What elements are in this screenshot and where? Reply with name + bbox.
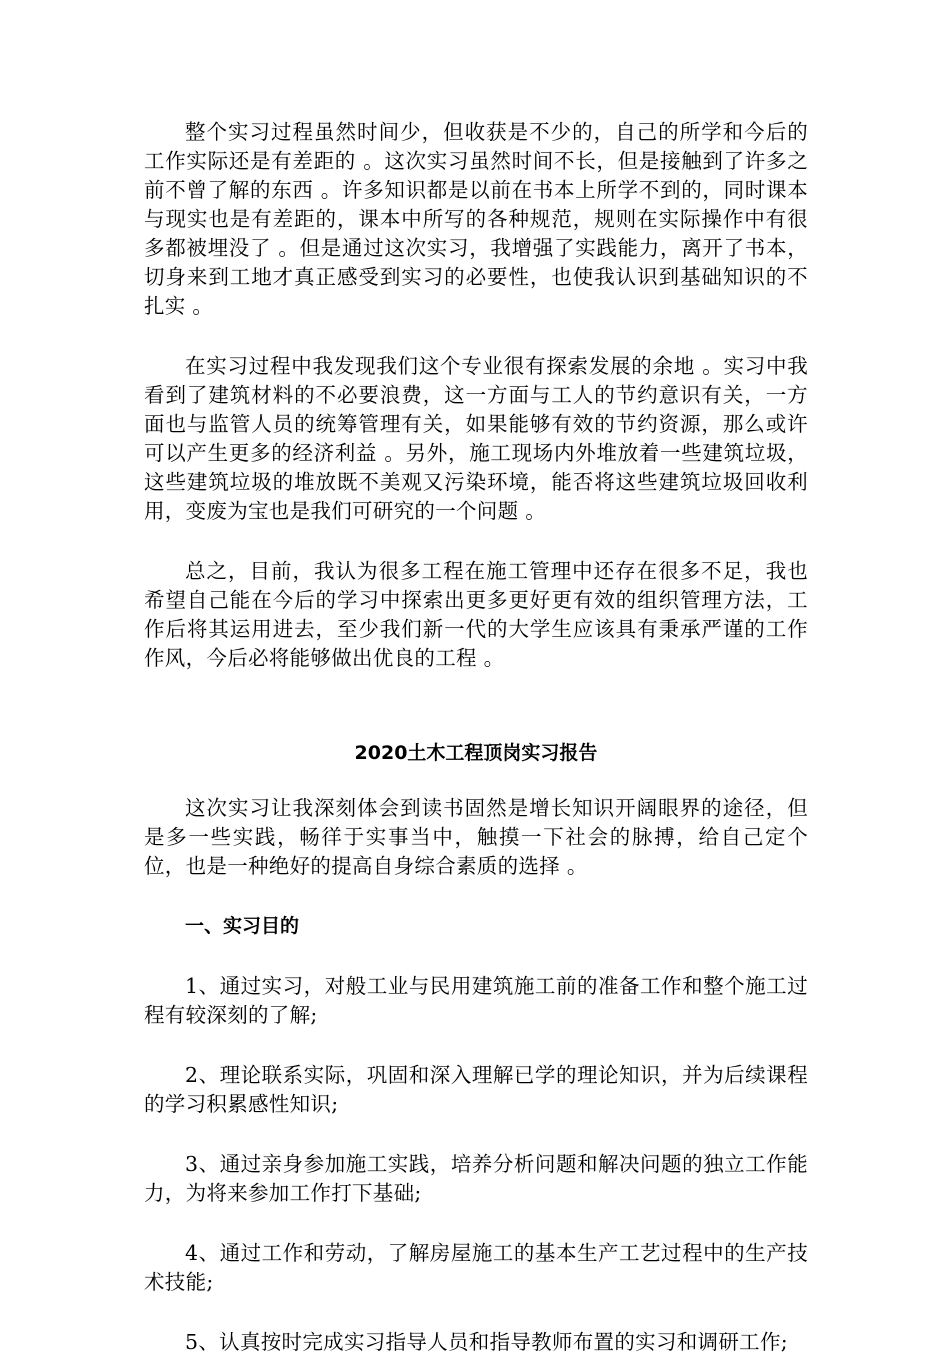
paragraph-conclusion: 总之，目前，我认为很多工程在施工管理中还存在很多不足，我也希望自己能在今后的学习中探索出更多更好更有效的组织管理方法，工作后将其运用进去，至少我们新一代的大学生应该具有秉承严谨的工作作风，今后必将能够做出优良的工程 。: [144, 559, 808, 670]
document-page: [144, 118, 808, 1357]
list-item: 4、通过工作和劳动，了解房屋施工的基本生产工艺过程中的生产技术技能;: [144, 1241, 808, 1294]
list-item: 3、通过亲身参加施工实践，培养分析问题和解决问题的独立工作能力，为将来参加工作打下基础;: [144, 1152, 808, 1205]
paragraph-observations: 在实习过程中我发现我们这个专业很有探索发展的余地 。实习中我看到了建筑材料的不必要浪费，这一方面与工人的节约意识有关，一方面也与监管人员的统筹管理有关，如果能够有效的节约资源，那么或许可以产生更多的经济利益 。另外，施工现场内外堆放着一些建筑垃圾，这些建筑垃圾的堆放既不美观又污染环境，能否将这些建筑垃圾回收利用，变废为宝也是我们可研究的一个问题 。: [144, 354, 808, 523]
paragraph-intro: 这次实习让我深刻体会到读书固然是增长知识开阔眼界的途径，但是多一些实践，畅徉于实事当中，触摸一下社会的脉搏，给自己定个位，也是一种绝好的提高自身综合素质的选择 。: [144, 796, 808, 878]
paragraph-summary-gains: 整个实习过程虽然时间少，但收获是不少的，自己的所学和今后的工作实际还是有差距的 。这次实习虽然时间不长，但是接触到了许多之前不曾了解的东西 。许多知识都是以前在书本上所学不到的，同时课本与现实也是有差距的，课本中所写的各种规范，规则在实际操作中有很多都被埋没了 。但是通过这次实习，我增强了实践能力，离开了书本，切身来到工地才真正感受到实习的必要性，也使我认识到基础知识的不扎实 。: [144, 120, 808, 318]
list-item: 2、理论联系实际，巩固和深入理解已学的理论知识，并为后续课程的学习积累感性知识;: [144, 1063, 808, 1116]
list-item: 5、认真按时完成实习指导人员和指导教师布置的实习和调研工作;: [185, 1330, 788, 1354]
list-item: 1、通过实习，对般工业与民用建筑施工前的准备工作和整个施工过程有较深刻的了解;: [144, 974, 808, 1027]
section-heading-purpose: 一、实习目的: [185, 915, 300, 937]
report-title: 2020土木工程顶岗实习报告: [354, 742, 598, 764]
